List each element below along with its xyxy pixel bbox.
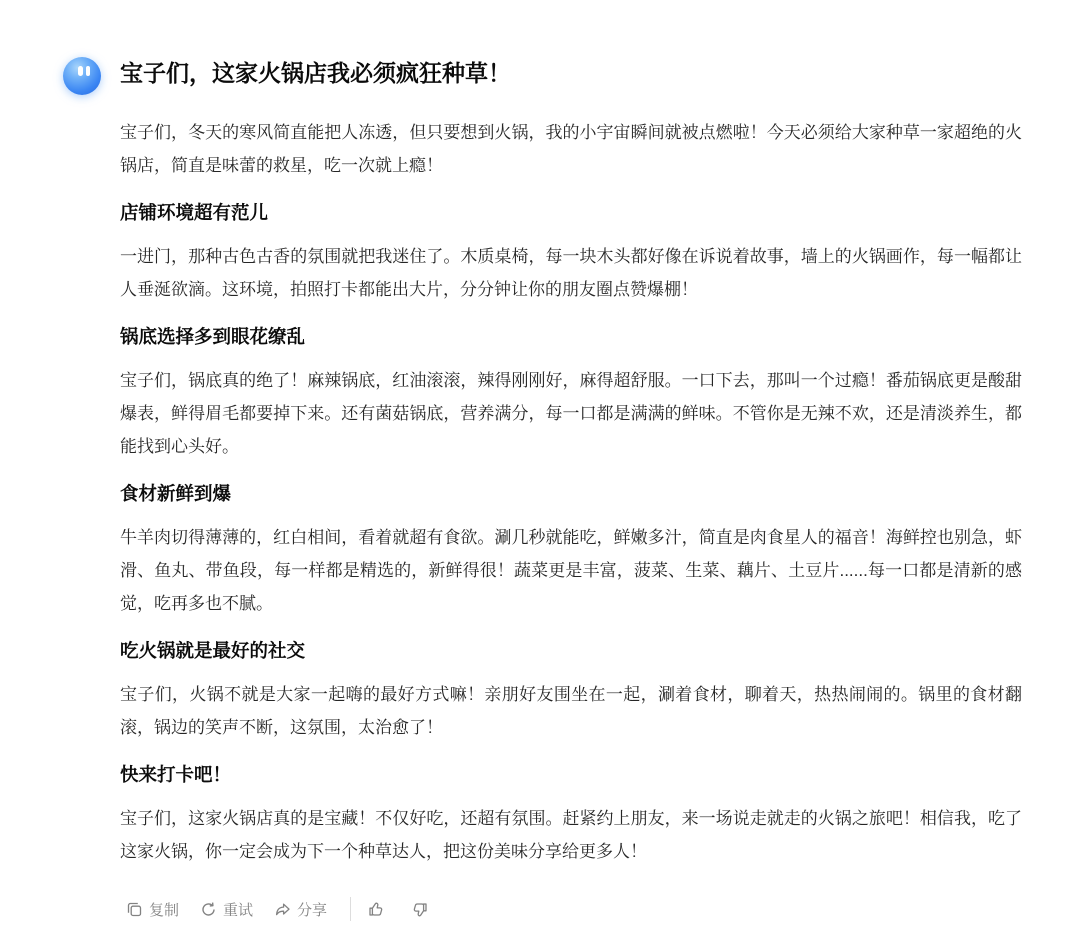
avatar-eye — [78, 66, 83, 76]
section-paragraph-environment: 一进门，那种古色古香的氛围就把我迷住了。木质桌椅，每一块木头都好像在诉说着故事，墙上的火锅画作，每一幅都让人垂涎欲滴。这环境，拍照打卡都能出大片，分分钟让你的朋友圈点赞爆棚！ — [120, 247, 1022, 299]
section-heading-ingredients: 食材新鲜到爆 — [120, 483, 232, 504]
section-paragraph-social: 宝子们，火锅不就是大家一起嗨的最好方式嘛！亲朋好友围坐在一起，涮着食材，聊着天，热热闹闹的。锅里的食材翻滚，锅边的笑声不断，这氛围，太治愈了！ — [120, 685, 1022, 737]
share-button-label: 分享 — [297, 901, 328, 919]
section-paragraph-soup-base: 宝子们，锅底真的绝了！麻辣锅底，红油滚滚，辣得刚刚好，麻得超舒服。一口下去，那叫一个过瘾！番茄锅底更是酸甜爆表，鲜得眉毛都要掉下来。还有菌菇锅底，营养满分，每一口都是满满的鲜味。不管你是无辣不欢，还是清淡养生，都能找到心头好。 — [120, 371, 1022, 456]
section-heading-social: 吃火锅就是最好的社交 — [120, 640, 306, 661]
section-heading-environment: 店铺环境超有范儿 — [120, 202, 269, 223]
message-intro-paragraph: 宝子们，冬天的寒风简直能把人冻透，但只要想到火锅，我的小宇宙瞬间就被点燃啦！今天必须给大家种草一家超绝的火锅店，简直是味蕾的救星，吃一次就上瘾！ — [120, 123, 1022, 175]
copy-button-label: 复制 — [149, 901, 180, 919]
copy-icon — [126, 901, 143, 918]
thumbs-up-button thumbs-up-icon[interactable] — [367, 900, 386, 919]
share-arrow-icon — [274, 901, 291, 918]
assistant-avatar doubao-logo-icon — [63, 57, 101, 95]
share-button[interactable] — [274, 899, 327, 920]
retry-button-label: 重试 — [223, 901, 254, 919]
copy-button[interactable] — [126, 899, 179, 920]
section-paragraph-call-to-action: 宝子们，这家火锅店真的是宝藏！不仅好吃，还超有氛围。赶紧约上朋友，来一场说走就走的火锅之旅吧！相信我，吃了这家火锅，你一定会成为下一个种草达人，把这份美味分享给更多人！ — [120, 809, 1022, 861]
message-title: 宝子们，这家火锅店我必须疯狂种草！ — [120, 60, 511, 86]
action-bar-divider — [350, 897, 351, 921]
retry-button[interactable] — [200, 899, 253, 920]
thumbs-down-button thumbs-down-icon[interactable] — [410, 900, 429, 919]
section-heading-call-to-action: 快来打卡吧！ — [120, 764, 232, 785]
section-paragraph-ingredients: 牛羊肉切得薄薄的，红白相间，看着就超有食欲。涮几秒就能吃，鲜嫩多汁，简直是肉食星人的福音！海鲜控也别急，虾滑、鱼丸、带鱼段，每一样都是精选的，新鲜得很！蔬菜更是丰富，菠菜、生菜、藕片、土豆片......每一口都是清新的感觉，吃再多也不腻。 — [120, 528, 1022, 613]
message-action-bar — [126, 894, 1022, 924]
refresh-icon — [200, 901, 217, 918]
avatar-eye — [86, 66, 91, 76]
section-heading-soup-base: 锅底选择多到眼花缭乱 — [120, 326, 306, 347]
